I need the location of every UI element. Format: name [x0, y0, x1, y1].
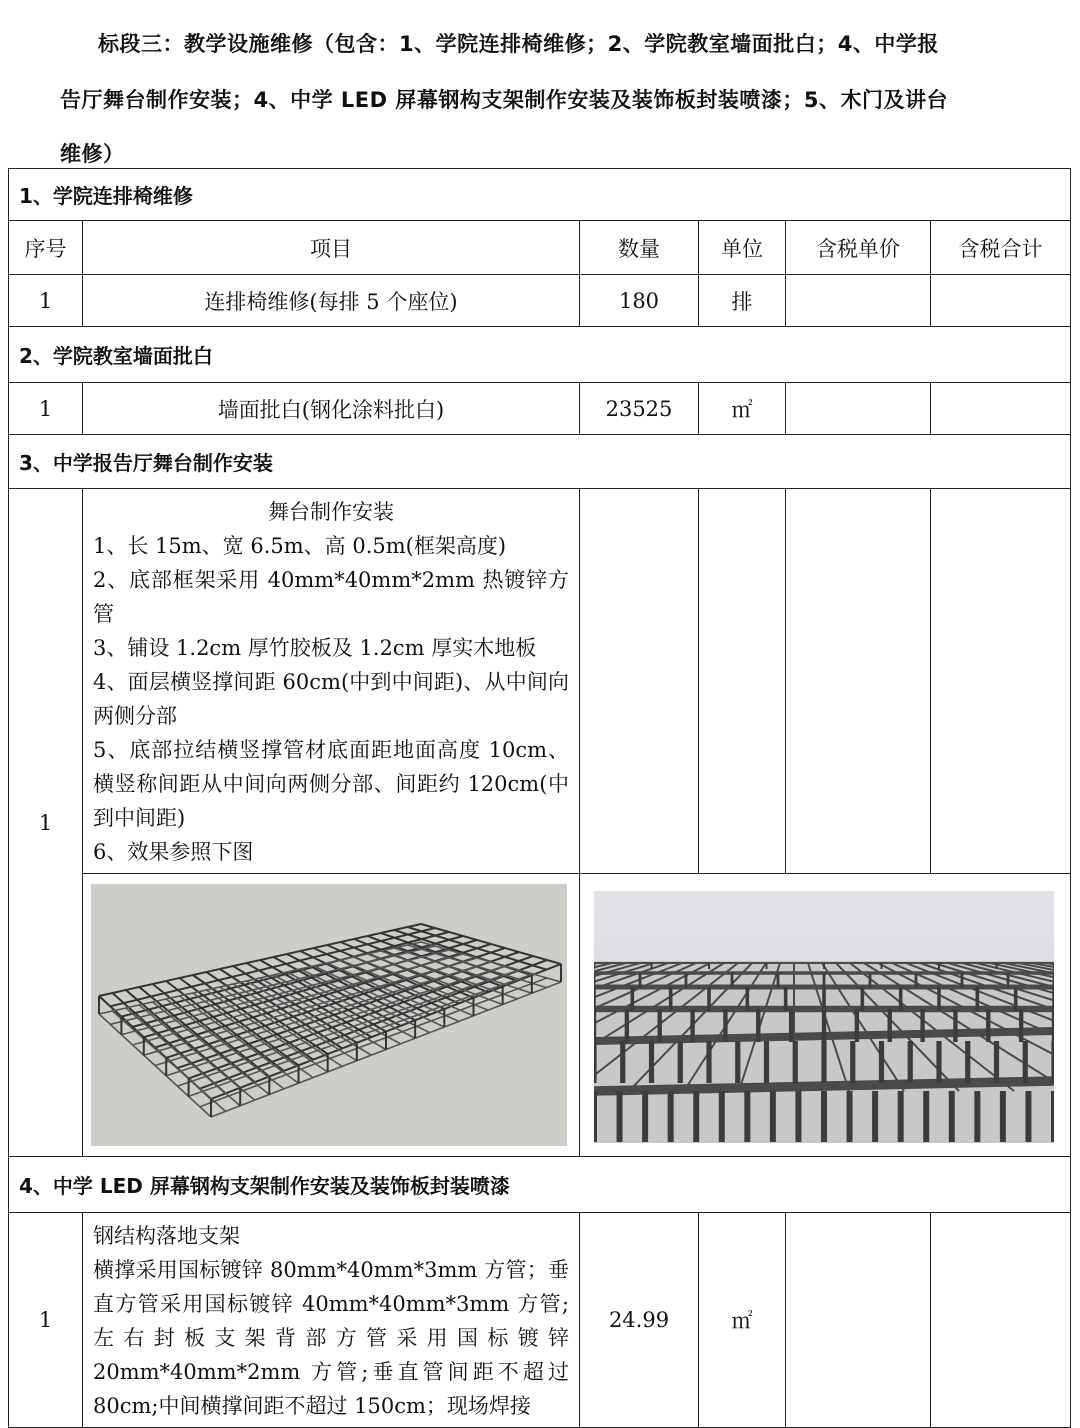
row-no: 1 — [9, 1213, 83, 1428]
stage-frame-perspective-render — [594, 891, 1054, 1143]
col-header-item: 项目 — [83, 221, 580, 275]
col-header-total: 含税合计 — [931, 221, 1071, 275]
row-item: 连排椅维修(每排 5 个座位) — [83, 275, 580, 327]
col-header-price: 含税单价 — [786, 221, 931, 275]
row-price — [786, 489, 931, 874]
row-item-description — [83, 489, 580, 874]
description-line: 钢结构落地支架 — [93, 1224, 240, 1248]
row-qty: 23525 — [580, 383, 699, 435]
row-unit: ㎡ — [699, 1213, 786, 1428]
row-qty: 180 — [580, 275, 699, 327]
column-header-row — [9, 221, 1071, 275]
description-heading: 舞台制作安装 — [268, 500, 394, 524]
description-line: 6、效果参照下图 — [93, 840, 254, 864]
description-line: 5、底部拉结横竖撑管材底面距地面高度 10cm、横竖称间距从中间向两侧分部、间距约 120cm(中到中间距) — [93, 738, 569, 830]
description-line: 4、面层横竖撑间距 60cm(中到中间距)、从中间向两侧分部 — [93, 670, 569, 728]
description-line: 3、铺设 1.2cm 厚竹胶板及 1.2cm 厚实木地板 — [93, 636, 537, 660]
row-total — [931, 275, 1071, 327]
row-no: 1 — [9, 489, 83, 1157]
table-row — [9, 1213, 1071, 1428]
image-row — [9, 874, 1071, 1157]
row-price — [786, 275, 931, 327]
section-title: 4、中学 LED 屏幕钢构支架制作安装及装饰板封装喷漆 — [9, 1157, 1071, 1213]
intro-line-2: 告厅舞台制作安装；4、中学 LED 屏幕钢构支架制作安装及装饰板封装喷漆；5、木门及讲台 — [60, 88, 949, 112]
stage-frame-top-render — [91, 884, 567, 1146]
section-header-3 — [9, 435, 1071, 489]
render-top-view-cell — [83, 874, 580, 1157]
row-unit — [699, 489, 786, 874]
description-line: 横撑采用国标镀锌 80mm*40mm*3mm 方管；垂直方管采用国标镀锌 40mm*40mm*3mm 方管;左右封板支架背部方管采用国标镀锌 20mm*40mm*2mm 方管;垂直管间距不超过 80cm;中间横撑间距不超过 150cm；现场焊接 — [93, 1258, 569, 1418]
section-title: 3、中学报告厅舞台制作安装 — [9, 435, 1071, 489]
col-header-qty: 数量 — [580, 221, 699, 275]
row-total — [931, 1213, 1071, 1428]
row-total — [931, 489, 1071, 874]
section-title: 1、学院连排椅维修 — [9, 169, 1071, 221]
row-no: 1 — [9, 383, 83, 435]
row-total — [931, 383, 1071, 435]
section-header-2 — [9, 327, 1071, 383]
row-item: 墙面批白(钢化涂料批白) — [83, 383, 580, 435]
description-line: 1、长 15m、宽 6.5m、高 0.5m(框架高度) — [93, 534, 507, 558]
row-price — [786, 1213, 931, 1428]
intro-line-1: 标段三：教学设施维修（包含：1、学院连排椅维修；2、学院教室墙面批白；4、中学报 — [98, 32, 939, 56]
row-unit: 排 — [699, 275, 786, 327]
table-row — [9, 383, 1071, 435]
col-header-no: 序号 — [9, 221, 83, 275]
row-item-description — [83, 1213, 580, 1428]
col-header-unit: 单位 — [699, 221, 786, 275]
section-title: 2、学院教室墙面批白 — [9, 327, 1071, 383]
section-header-4 — [9, 1157, 1071, 1213]
row-price — [786, 383, 931, 435]
row-unit: ㎡ — [699, 383, 786, 435]
description-line: 2、底部框架采用 40mm*40mm*2mm 热镀锌方管 — [93, 568, 569, 626]
intro-line-3: 维修） — [60, 142, 125, 166]
row-no: 1 — [9, 275, 83, 327]
row-qty: 24.99 — [580, 1213, 699, 1428]
row-qty — [580, 489, 699, 874]
table-row — [9, 489, 1071, 874]
section-header-1 — [9, 169, 1071, 221]
quotation-table — [8, 168, 1071, 1428]
table-row — [9, 275, 1071, 327]
render-perspective-cell — [580, 874, 1071, 1157]
